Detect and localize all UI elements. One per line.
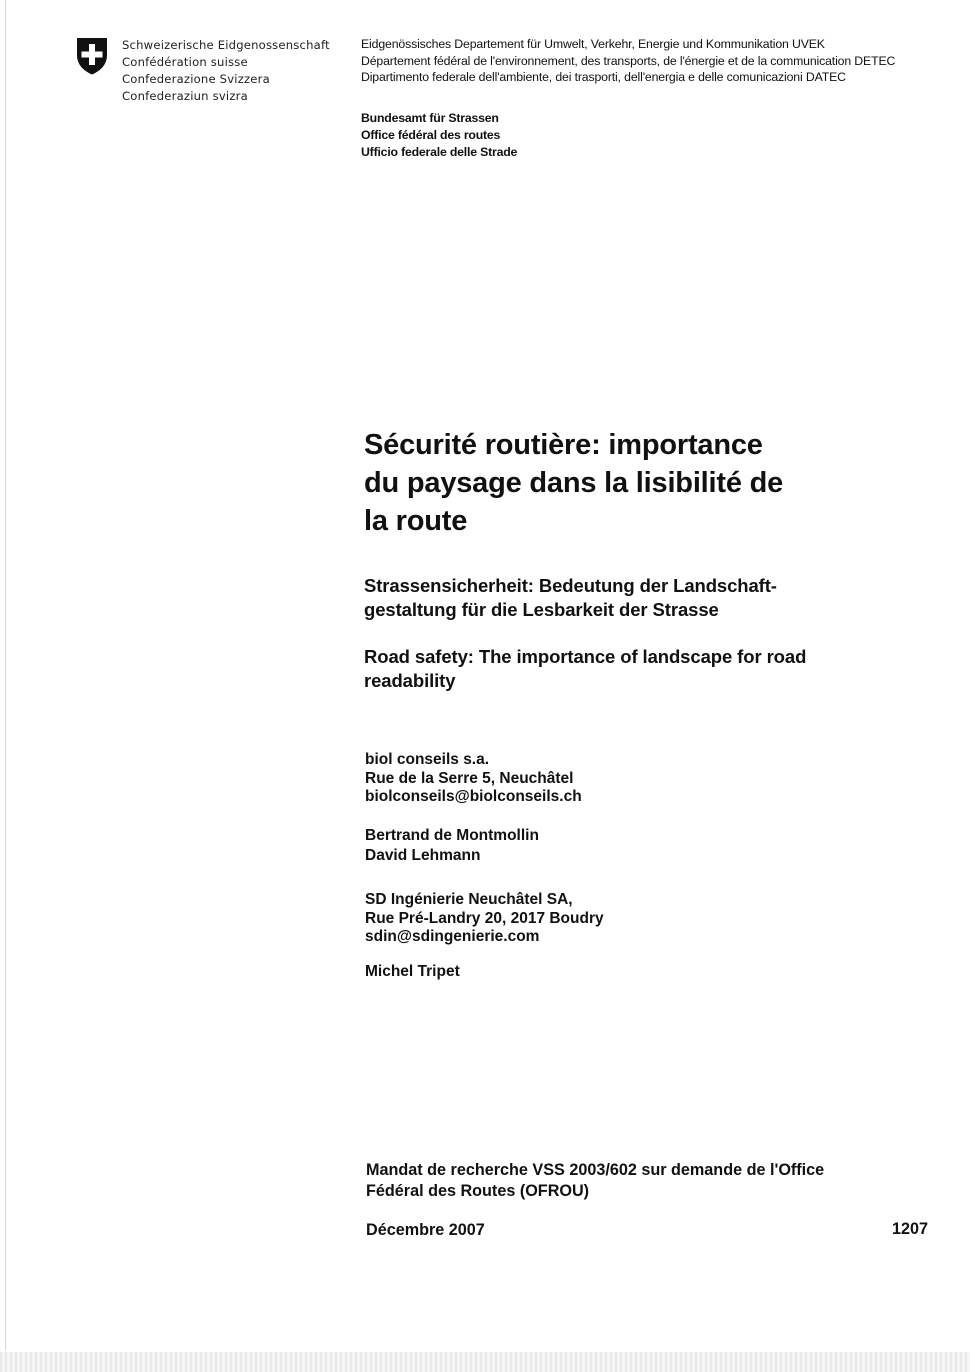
contractor-name: SD Ingénierie Neuchâtel SA, bbox=[365, 891, 573, 908]
contractor-address: Rue de la Serre 5, Neuchâtel bbox=[365, 769, 574, 787]
publication-date: Décembre 2007 bbox=[366, 1221, 485, 1239]
confederation-name-it: Confederazione Svizzera bbox=[122, 72, 270, 86]
research-mandate-line: Fédéral des Routes (OFROU) bbox=[366, 1181, 590, 1200]
subtitle-english bbox=[364, 645, 806, 693]
author-name: Bertrand de Montmollin bbox=[365, 827, 539, 844]
department-name-fr: Département fédéral de l'environnement, des transports, de l'énergie et de la communication DETEC bbox=[361, 53, 896, 68]
scan-bottom-edge bbox=[0, 1352, 970, 1372]
cross-horizontal-bar bbox=[82, 52, 103, 58]
department-name-de: Eidgenössisches Departement für Umwelt, Verkehr, Energie und Kommunikation UVEK bbox=[361, 37, 825, 51]
author-name: David Lehmann bbox=[365, 847, 481, 864]
report-title-line: Sécurité routière: importance bbox=[364, 429, 763, 461]
office-name-fr: Office fédéral des routes bbox=[361, 128, 501, 142]
office-name-it: Ufficio federale delle Strade bbox=[361, 145, 518, 159]
confederation-names bbox=[122, 37, 330, 105]
office-names bbox=[361, 110, 517, 161]
report-number: 1207 bbox=[892, 1220, 929, 1238]
department-names bbox=[361, 36, 895, 86]
office-name-de: Bundesamt für Strassen bbox=[361, 111, 499, 125]
authors-biol-conseils bbox=[365, 826, 539, 866]
contractor-email: sdin@sdingenierie.com bbox=[365, 928, 540, 945]
confederation-name-rm: Confederaziun svizra bbox=[122, 89, 248, 103]
contractor-address: Rue Pré-Landry 20, 2017 Boudry bbox=[365, 909, 604, 927]
report-title-line: la route bbox=[364, 505, 468, 537]
subtitle-english-line: Road safety: The importance of landscape for road bbox=[364, 646, 807, 667]
subtitle-german-line: gestaltung für die Lesbarkeit der Strasse bbox=[364, 599, 719, 620]
confederation-name-de: Schweizerische Eidgenossenschaft bbox=[122, 38, 330, 52]
contractor-sd-ingenierie bbox=[365, 891, 604, 947]
scan-left-edge bbox=[5, 0, 6, 1350]
research-mandate-line: Mandat de recherche VSS 2003/602 sur demande de l'Office bbox=[366, 1161, 825, 1179]
contractor-email: biolconseils@biolconseils.ch bbox=[365, 788, 582, 805]
author-name: Michel Tripet bbox=[365, 963, 460, 980]
department-name-it: Dipartimento federale dell'ambiente, dei trasporti, dell'energia e delle comunicazioni DATEC bbox=[361, 70, 846, 85]
contractor-biol-conseils bbox=[365, 751, 582, 807]
report-title bbox=[364, 426, 783, 540]
subtitle-german bbox=[364, 574, 777, 622]
authors-sd-ingenierie bbox=[365, 963, 460, 982]
swiss-shield-logo-icon bbox=[75, 36, 109, 76]
confederation-name-fr: Confédération suisse bbox=[122, 55, 248, 69]
research-mandate bbox=[366, 1160, 824, 1201]
report-title-line: du paysage dans la lisibilité de bbox=[364, 467, 784, 499]
subtitle-english-line: readability bbox=[364, 670, 456, 691]
contractor-name: biol conseils s.a. bbox=[365, 751, 490, 768]
subtitle-german-line: Strassensicherheit: Bedeutung der Landschaft- bbox=[364, 575, 777, 596]
